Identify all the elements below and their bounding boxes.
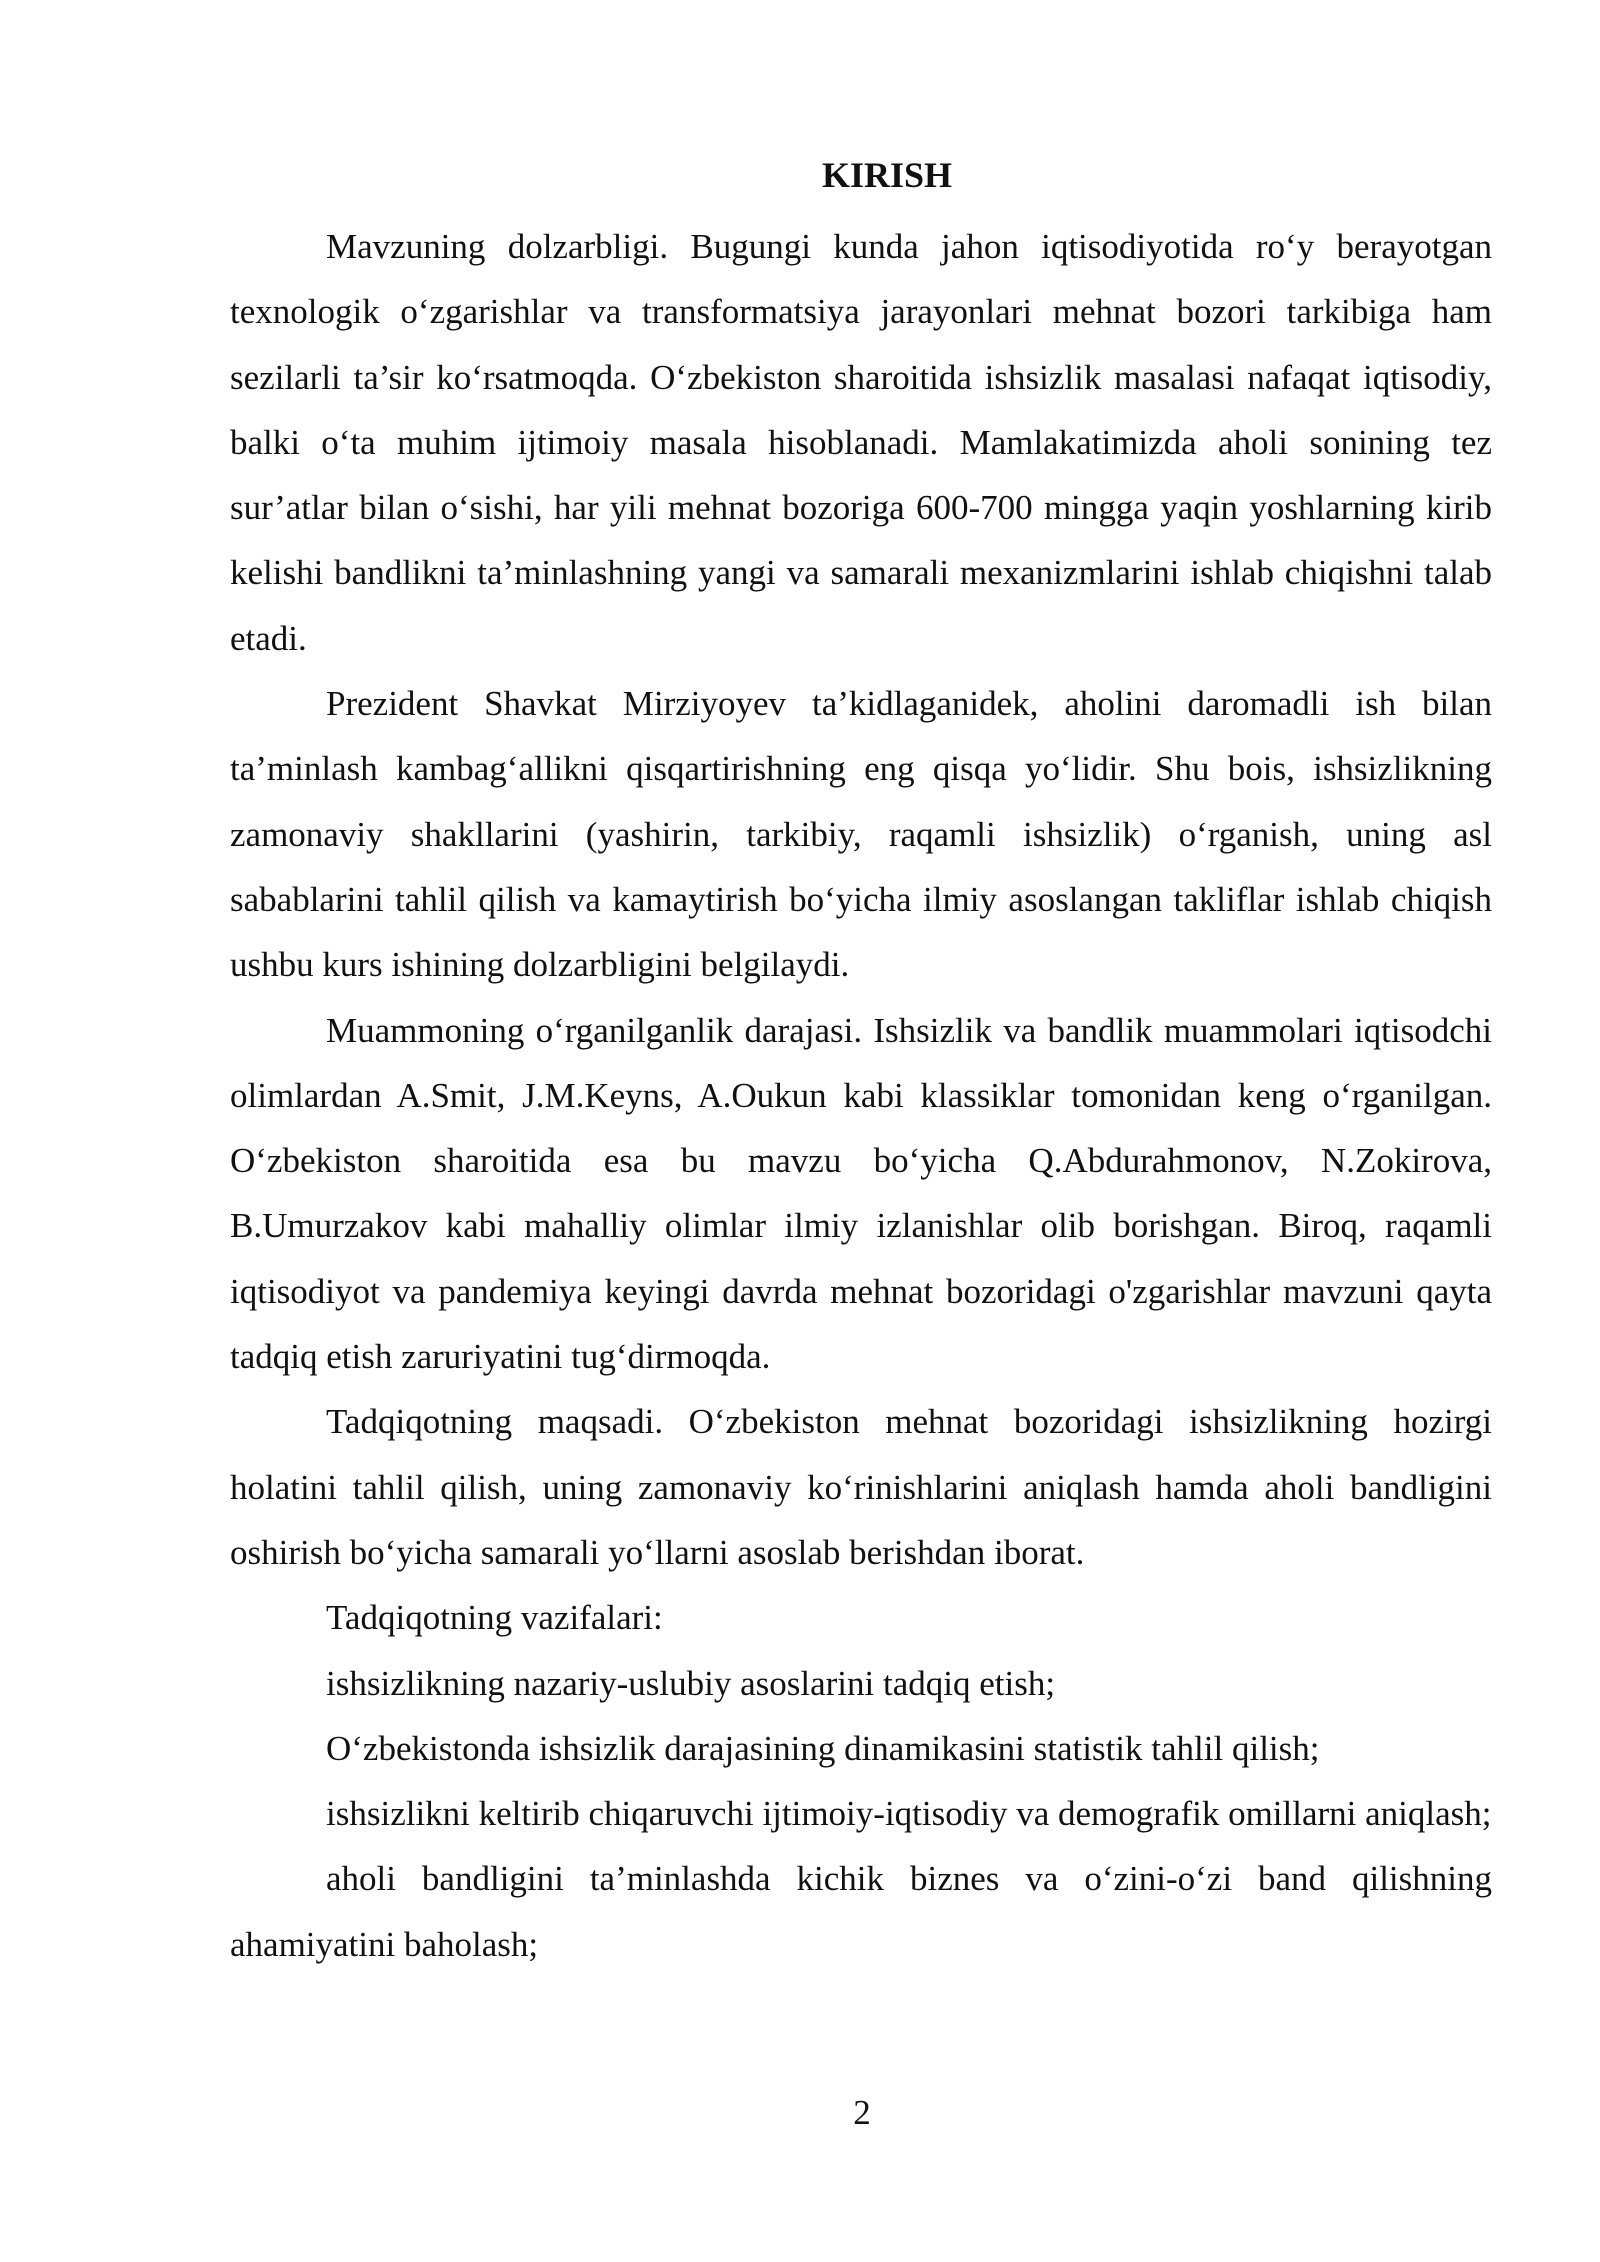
list-item-task-2: O‘zbekistonda ishsizlik darajasining dinamikasini statistik tahlil qilish; [326,1728,1320,1768]
page-body [230,150,1492,1977]
list-item-task-1: ishsizlikning nazariy-uslubiy asoslarini tadqiq etish; [326,1663,1056,1703]
page-number: 2 [853,2093,871,2132]
paragraph-tasks-heading: Tadqiqotning vazifalari: [326,1598,663,1638]
paragraph-research-degree: Muammoning o‘rganilganlik darajasi. Ishsizlik va bandlik muammolari iqtisodchi olimlardan A.Smit, J.M.Keyns, A.Oukun kabi klassiklar tomonidan keng o‘rganilgan. O‘zbekiston sharoitida esa bu mavzu bo‘yicha Q.Abdurahmonov, N.Zokirova, B.Umurzakov kabi mahalliy olimlar ilmiy izlanishlar olib borishgan. Biroq, raqamli iqtisodiyot va pandemiya keyingi davrda mehnat bozoridagi o'zgarishlar mavzuni qayta tadqiq etish zaruriyatini tug‘dirmoqda. [230,1010,1492,1377]
section-heading: KIRISH [821,155,953,195]
paragraph-president-quote: Prezident Shavkat Mirziyoyev ta’kidlaganidek, aholini daromadli ish bilan ta’minlash kambag‘allikni qisqartirishning eng qisqa yo‘lidir. Shu bois, ishsizlikning zamonaviy shakllarini (yashirin, tarkibiy, raqamli ishsizlik) o‘rganish, uning asl sabablarini tahlil qilish va kamaytirish bo‘yicha ilmiy asoslangan takliflar ishlab chiqish ushbu kurs ishining dolzarbligini belgilaydi. [230,684,1492,985]
list-item-task-3: ishsizlikni keltirib chiqaruvchi ijtimoiy-iqtisodiy va demografik omillarni aniqlash; [326,1794,1492,1834]
paragraph-research-goal: Tadqiqotning maqsadi. O‘zbekiston mehnat bozoridagi ishsizlikning hozirgi holatini tahlil qilish, uning zamonaviy ko‘rinishlarini aniqlash hamda aholi bandligini oshirish bo‘yicha samarali yo‘llarni asoslab berishdan iborat. [230,1402,1492,1572]
paragraph-relevance: Mavzuning dolzarbligi. Bugungi kunda jahon iqtisodiyotida ro‘y berayotgan texnologik o‘zgarishlar va transformatsiya jarayonlari mehnat bozori tarkibiga ham sezilarli ta’sir ko‘rsatmoqda. O‘zbekiston sharoitida ishsizlik masalasi nafaqat iqtisodiy, balki o‘ta muhim ijtimoiy masala hisoblanadi. Mamlakatimizda aholi sonining tez sur’atlar bilan o‘sishi, har yili mehnat bozoriga 600-700 mingga yaqin yoshlarning kirib kelishi bandlikni ta’minlashning yangi va samarali mexanizmlarini ishlab chiqishni talab etadi. [230,227,1492,658]
list-item-task-4: aholi bandligini ta’minlashda kichik biznes va o‘zini-o‘zi band qilishning ahamiyatini baholash; [230,1859,1492,1964]
